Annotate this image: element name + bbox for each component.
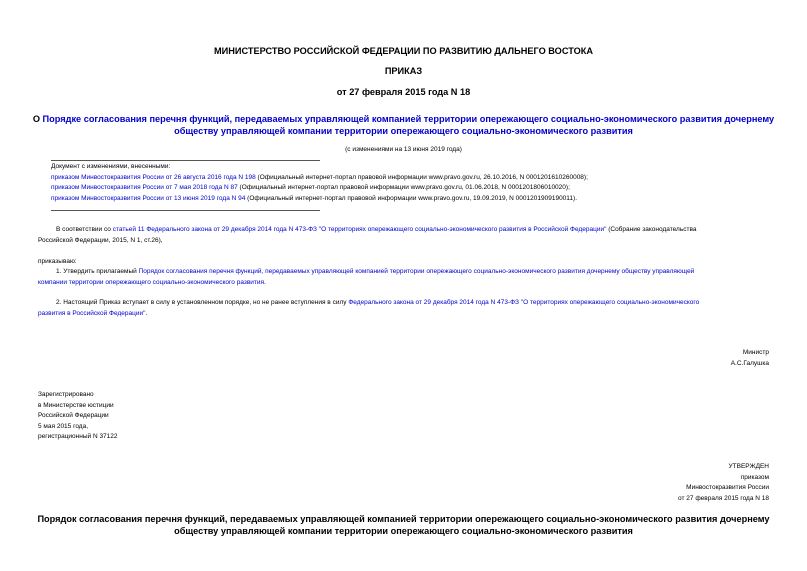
title-prefix: О [32,114,43,124]
title-link-line1[interactable]: Порядке согласования перечня функций, передаваемых управляющей компанией территории опережающего социально-экономического развития дочернему [42,114,775,124]
amendments-top-rule [51,160,320,161]
procedure-link-line2[interactable]: компании территории опережающего социально-экономического развития [38,278,265,286]
document-title [0,114,807,125]
law-article-link[interactable]: статьей 11 Федерального закона от 29 декабря 2014 года N 473-ФЗ "О территориях опережающего социально-экономического развития в Российской Федерации" [112,226,607,233]
registration-line: 5 мая 2015 года, [38,422,89,430]
ministry-heading: МИНИСТЕРСТВО РОССИЙСКОЙ ФЕДЕРАЦИИ ПО РАЗВИТИЮ ДАЛЬНЕГО ВОСТОКА [213,46,594,56]
preamble-text: В соответствии со [56,226,113,233]
amendment-details: (Официальный интернет-портал правовой информации www.pravo.gov.ru, 01.06.2018, N 0001201806010020); [237,184,570,191]
order-item-2-end: . [145,309,148,317]
signature-block [731,348,769,369]
amendments-bottom-rule [51,210,320,211]
amendment-item [51,173,588,184]
approved-line: Минвостокразвития России [686,484,769,491]
amendment-link[interactable]: приказом Минвостокразвития России от 13 июня 2019 года N 94 [51,194,246,202]
amendment-note: (с изменениями на 13 июня 2019 года) [345,146,462,153]
federal-law-link-line2[interactable]: развития в Российской Федерации" [38,309,146,317]
preamble-source: (Собрание законодательства [606,226,697,233]
procedure-title-line1: Порядок согласования перечня функций, передаваемых управляющей компанией территории опережающего социально-экономического развития дочернему [37,514,770,524]
amendments-block [51,162,588,204]
amendment-details: (Официальный интернет-портал правовой информации www.pravo.gov.ru, 19.09.2019, N 0001201909190011). [245,194,578,202]
approved-line: от 27 февраля 2015 года N 18 [678,494,769,502]
amendment-item [51,183,588,194]
registration-block [38,390,118,443]
signature-position: Министр [742,349,769,356]
order-item-2 [38,298,699,319]
order-item-1-end: . [264,278,266,286]
registration-line: Зарегистрировано [38,391,94,398]
preamble-line2: Российской Федерации, 2015, N 1, ст.26), [38,236,163,244]
orders-word: приказываю: [38,258,77,265]
federal-law-link[interactable]: Федерального закона от 29 декабря 2014 года N 473-ФЗ "О территориях опережающего социально-экономического [348,299,700,306]
order-item-2-text: 2. Настоящий Приказ вступает в силу в установленном порядке, но не ранее вступления в силу [56,299,349,306]
signature-name: А.С.Галушка [730,359,769,367]
order-item-1-text: 1. Утвердить прилагаемый [56,268,139,275]
approved-block [678,462,769,504]
approved-line: УТВЕРЖДЕН [728,463,769,470]
procedure-link[interactable]: Порядок согласования перечня функций, передаваемых управляющей компанией территории опережающего социально-экономического развития дочернему обществу управляющей [138,268,695,275]
amendment-link[interactable]: приказом Минвостокразвития России от 26 августа 2016 года N 198 [51,173,256,181]
amendments-heading: Документ с изменениями, внесенными: [51,163,171,170]
amendment-details: (Официальный интернет-портал правовой информации www.pravo.gov.ru, 26.10.2016, N 0001201610260008); [255,173,588,181]
amendment-link[interactable]: приказом Минвостокразвития России от 7 мая 2018 года N 87 [51,184,238,191]
title-link-line2[interactable]: обществу управляющей компании территории опережающего социально-экономического развития [174,126,633,136]
registration-line: Российской Федерации [38,412,109,419]
registration-line: регистрационный N 37122 [38,433,118,440]
procedure-title-line2: обществу управляющей компании территории опережающего социально-экономического развития [174,526,633,536]
preamble-paragraph [38,225,696,246]
doc-type-heading: ПРИКАЗ [384,66,423,76]
amendment-item [51,194,588,205]
registration-line: в Министерстве юстиции [38,401,114,409]
doc-date-heading: от 27 февраля 2015 года N 18 [336,87,471,97]
approved-line: приказом [740,473,769,481]
order-item-1 [38,267,694,288]
